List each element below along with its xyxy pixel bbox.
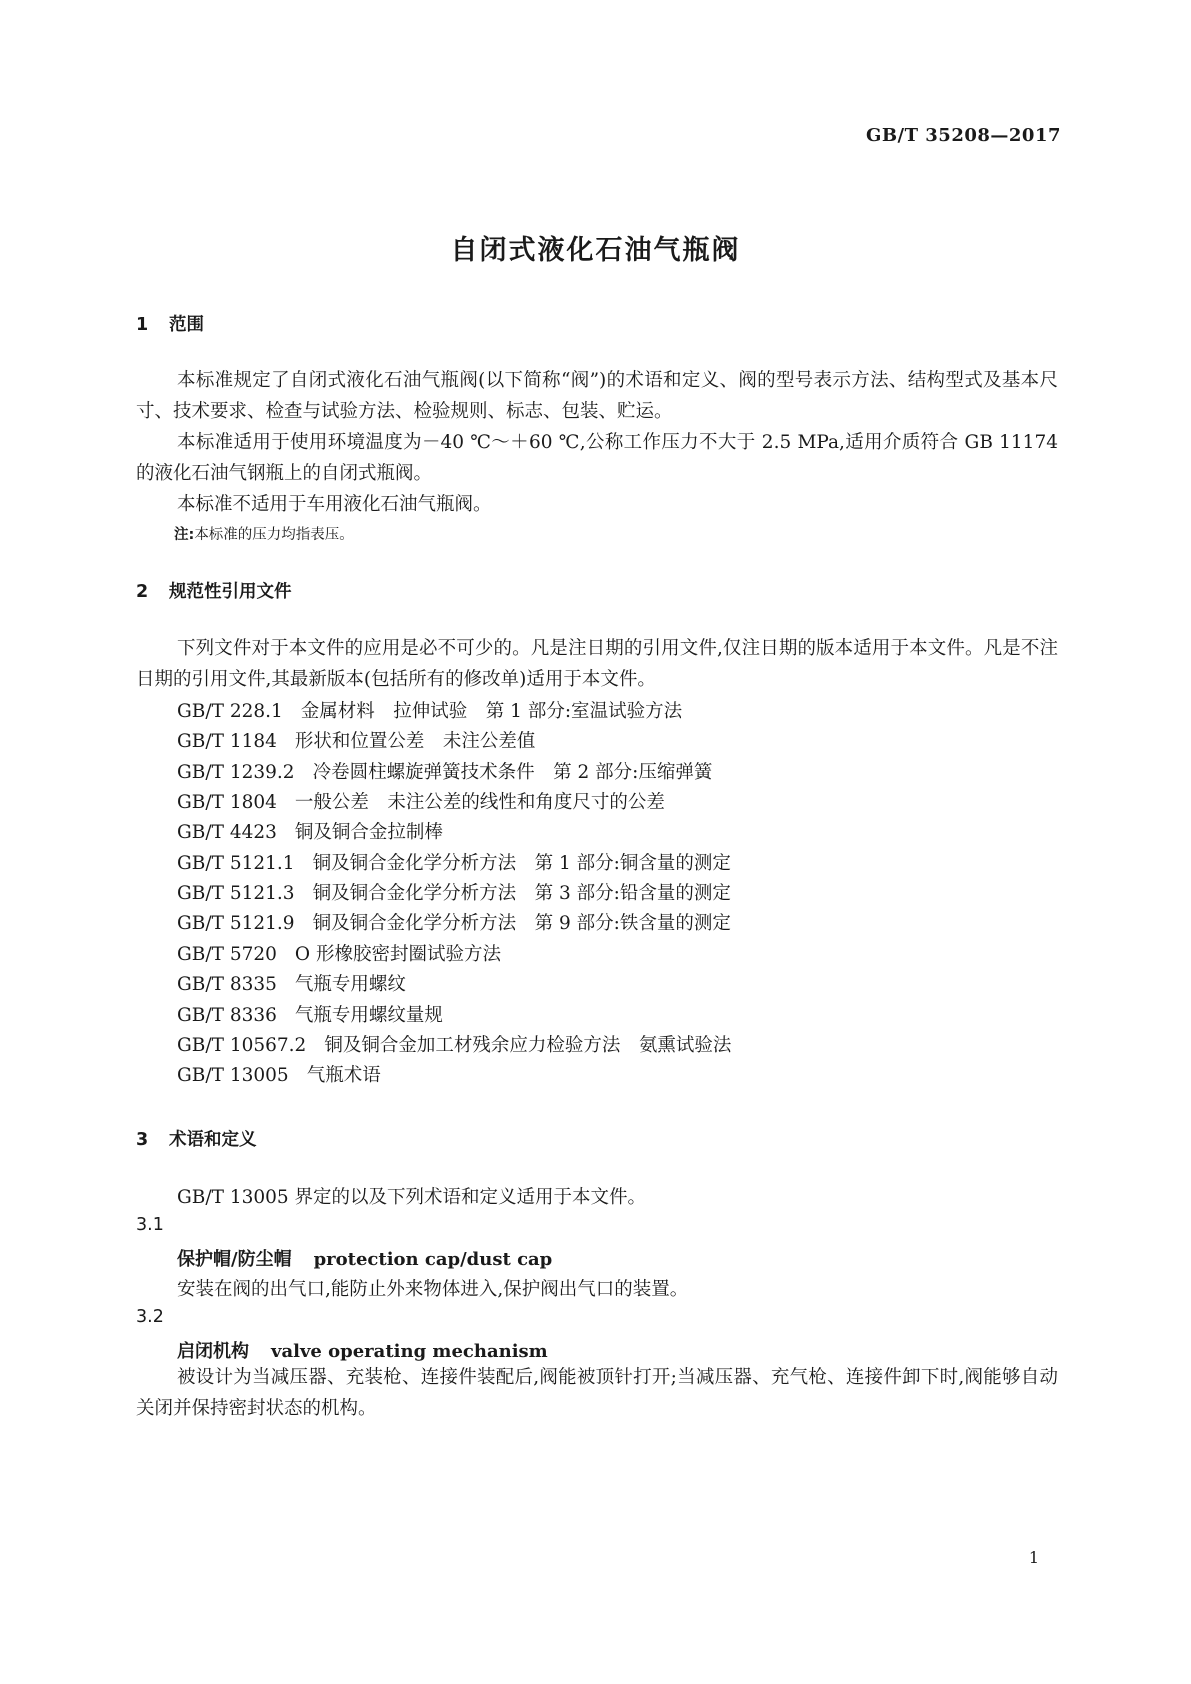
- reference-title: 形状和位置公差 未注公差值: [294, 731, 536, 752]
- section-2-heading: [136, 578, 292, 603]
- scope-paragraph-1: 本标准规定了自闭式液化石油气瓶阀(以下简称“阀”)的术语和定义、阀的型号表示方法、结构型式及基本尺寸、技术要求、检查与试验方法、检验规则、标志、包装、贮运。: [136, 370, 1058, 422]
- reference-code: GB/T 1239.2: [177, 762, 295, 783]
- reference-code: GB/T 228.1: [177, 701, 283, 722]
- section-number: 3: [136, 1130, 149, 1150]
- reference-item: [177, 727, 535, 753]
- term-number: 3.1: [136, 1215, 164, 1235]
- section-title: 规范性引用文件: [169, 582, 292, 602]
- reference-code: GB/T 13005: [177, 1065, 289, 1086]
- reference-code: GB/T 5121.3: [177, 883, 295, 904]
- term-chinese: 保护帽/防尘帽: [177, 1249, 292, 1270]
- section-title: 术语和定义: [169, 1130, 257, 1150]
- reference-title: 铜及铜合金化学分析方法 第 3 部分:铅含量的测定: [312, 883, 731, 904]
- reference-code: GB/T 8335: [177, 974, 277, 995]
- term-definition: 安装在阀的出气口,能防止外来物体进入,保护阀出气口的装置。: [177, 1279, 689, 1300]
- note-text: 本标准的压力均指表压。: [194, 527, 354, 543]
- term-chinese: 启闭机构: [177, 1341, 249, 1362]
- reference-title: O 形橡胶密封圈试验方法: [294, 944, 501, 965]
- reference-title: 气瓶术语: [306, 1065, 381, 1086]
- section-number: 2: [136, 582, 149, 602]
- reference-title: 铜及铜合金化学分析方法 第 9 部分:铁含量的测定: [312, 913, 731, 934]
- reference-code: GB/T 10567.2: [177, 1035, 307, 1056]
- reference-title: 铜及铜合金拉制棒: [294, 822, 443, 843]
- reference-item: [177, 818, 443, 844]
- reference-title: 金属材料 拉伸试验 第 1 部分:室温试验方法: [300, 701, 683, 722]
- terms-intro: GB/T 13005 界定的以及下列术语和定义适用于本文件。: [177, 1187, 647, 1208]
- reference-title: 气瓶专用螺纹量规: [294, 1005, 443, 1026]
- standard-code: GB/T 35208—2017: [865, 125, 1061, 146]
- scope-note: [174, 523, 354, 544]
- page-number: 1: [1028, 1548, 1039, 1567]
- reference-item: [177, 909, 731, 935]
- reference-item: [177, 940, 501, 966]
- reference-title: 气瓶专用螺纹: [294, 974, 406, 995]
- scope-paragraph-3: 本标准不适用于车用液化石油气瓶阀。: [177, 494, 492, 515]
- reference-title: 铜及铜合金化学分析方法 第 1 部分:铜含量的测定: [312, 853, 731, 874]
- reference-code: GB/T 5121.9: [177, 913, 295, 934]
- reference-item: [177, 1031, 731, 1057]
- reference-item: [177, 697, 682, 723]
- reference-code: GB/T 1184: [177, 731, 277, 752]
- term-definition: 被设计为当减压器、充装枪、连接件装配后,阀能被顶针打开;当减压器、充气枪、连接件卸下时,阀能够自动关闭并保持密封状态的机构。: [136, 1367, 1058, 1419]
- reference-item: [177, 1001, 443, 1027]
- reference-code: GB/T 1804: [177, 792, 277, 813]
- reference-code: GB/T 4423: [177, 822, 277, 843]
- section-number: 1: [136, 315, 149, 335]
- reference-item: [177, 788, 665, 814]
- document-title: 自闭式液化石油气瓶阀: [450, 235, 741, 266]
- section-title: 范围: [169, 315, 204, 335]
- note-label: 注:: [174, 527, 195, 543]
- reference-title: 铜及铜合金加工材残余应力检验方法 氨熏试验法: [324, 1035, 732, 1056]
- reference-item: [177, 849, 731, 875]
- references-intro: 下列文件对于本文件的应用是必不可少的。凡是注日期的引用文件,仅注日期的版本适用于本文件。凡是不注日期的引用文件,其最新版本(包括所有的修改单)适用于本文件。: [136, 638, 1058, 690]
- scope-paragraph-2: 本标准适用于使用环境温度为－40 ℃～＋60 ℃,公称工作压力不大于 2.5 MPa,适用介质符合 GB 11174 的液化石油气钢瓶上的自闭式瓶阀。: [136, 432, 1058, 484]
- section-1-heading: [136, 311, 204, 336]
- term-number: 3.2: [136, 1307, 164, 1327]
- reference-item: [177, 879, 731, 905]
- section-3-heading: [136, 1126, 257, 1151]
- reference-item: [177, 758, 712, 784]
- term-heading: [177, 1245, 552, 1271]
- reference-title: 一般公差 未注公差的线性和角度尺寸的公差: [294, 792, 665, 813]
- reference-code: GB/T 5121.1: [177, 853, 295, 874]
- reference-code: GB/T 5720: [177, 944, 277, 965]
- reference-item: [177, 1061, 381, 1087]
- term-heading: [177, 1337, 548, 1363]
- term-english: valve operating mechanism: [271, 1341, 548, 1362]
- reference-code: GB/T 8336: [177, 1005, 277, 1026]
- reference-item: [177, 970, 406, 996]
- reference-title: 冷卷圆柱螺旋弹簧技术条件 第 2 部分:压缩弹簧: [312, 762, 713, 783]
- term-english: protection cap/dust cap: [313, 1249, 553, 1270]
